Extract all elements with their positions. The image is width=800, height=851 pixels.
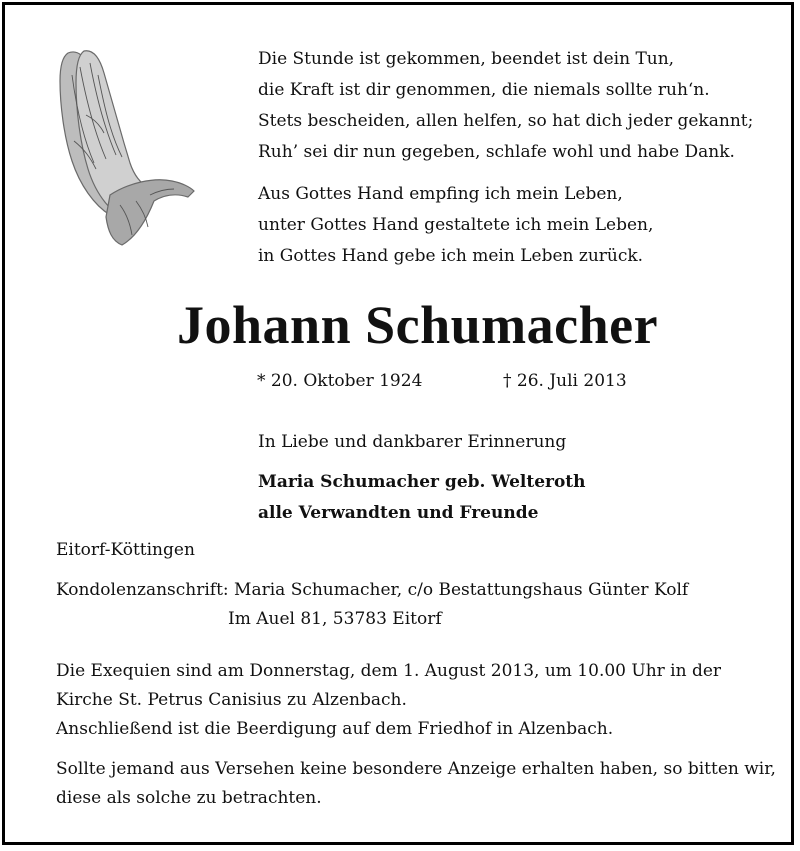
poem-line: Die Stunde ist gekommen, beendet ist dein Tun, (258, 49, 675, 69)
poem-line: Stets bescheiden, allen helfen, so hat dich jeder gekannt; (258, 111, 754, 131)
birth-date: * 20. Oktober 1924 (257, 371, 423, 391)
poem-line: Ruh’ sei dir nun gegeben, schlafe wohl und habe Dank. (258, 142, 735, 162)
mourner-line: alle Verwandten und Freunde (258, 503, 539, 523)
funeral-line: Anschließend ist die Beerdigung auf dem Friedhof in Alzenbach. (56, 719, 614, 739)
poem-line: unter Gottes Hand gestaltete ich mein Leben, (258, 215, 654, 235)
mourner-line: Maria Schumacher geb. Welteroth (258, 472, 586, 492)
closing-notice (56, 755, 776, 813)
place-name: Eitorf-Köttingen (56, 540, 195, 560)
death-date: † 26. Juli 2013 (503, 371, 627, 391)
poem-line: in Gottes Hand gebe ich mein Leben zurück. (258, 246, 644, 266)
poem-line: die Kraft ist dir genommen, die niemals sollte ruh‘n. (258, 80, 710, 100)
poem-stanza-2 (258, 179, 653, 272)
poem-line: Aus Gottes Hand empfing ich mein Leben, (258, 184, 623, 204)
memory-intro: In Liebe und dankbarer Erinnerung (258, 432, 567, 452)
poem-stanza-1 (258, 44, 753, 168)
condolence-line: Kondolenzanschrift: Maria Schumacher, c/o Bestattungshaus Günter Kolf (56, 580, 689, 600)
condolence-line: Im Auel 81, 53783 Eitorf (228, 609, 442, 629)
notice-line: Sollte jemand aus Versehen keine besondere Anzeige erhalten haben, so bitten wir, (56, 759, 776, 779)
funeral-line: Die Exequien sind am Donnerstag, dem 1. August 2013, um 10.00 Uhr in der (56, 661, 722, 681)
deceased-name: Johann Schumacher (177, 295, 659, 355)
mourners-list (258, 467, 586, 529)
notice-line: diese als solche zu betrachten. (56, 788, 322, 808)
praying-hands-icon (50, 45, 195, 250)
funeral-line: Kirche St. Petrus Canisius zu Alzenbach. (56, 690, 407, 710)
condolence-address (56, 576, 688, 634)
funeral-info (56, 657, 721, 744)
